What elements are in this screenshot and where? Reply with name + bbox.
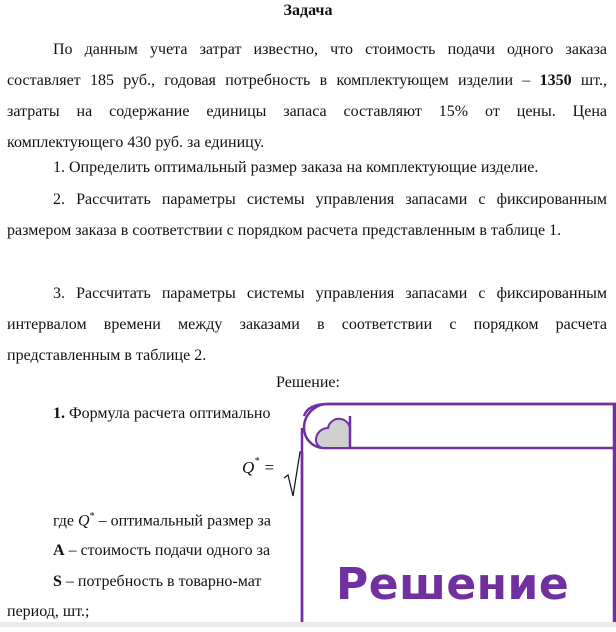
problem-text-tail: шт., затраты на содержание единицы запаса составляют 15% от цены. Цена комплектующего 430 руб. за единицу.: [7, 72, 607, 151]
scroll-banner-label: Решение: [336, 559, 570, 610]
where-line: [53, 511, 271, 530]
formula-star: *: [254, 456, 260, 468]
step-1-number: 1.: [53, 405, 65, 422]
where-prefix: где: [53, 512, 79, 530]
s-text: – потребность в товарно-мат: [61, 573, 262, 590]
a-definition: [53, 542, 270, 560]
where-text: – оптимальный размер за: [94, 512, 271, 530]
formula-q: Q: [242, 458, 255, 477]
where-star: *: [89, 511, 95, 522]
formula-equals: =: [259, 458, 276, 477]
period-line: период, шт.;: [7, 603, 90, 620]
step-1-line: [53, 405, 270, 423]
s-label: S: [53, 573, 62, 590]
task-item-2-text: 2. Рассчитать параметры системы управления запасами с фиксированным размером заказа в соответствии с порядком расчета представленным в таблице 1.: [7, 191, 607, 239]
task-item-3: [7, 278, 607, 371]
problem-statement: [7, 34, 607, 158]
task-item-1: [7, 152, 607, 183]
task-item-2: [7, 184, 607, 246]
where-q: Q: [78, 512, 90, 530]
task-item-1-text: 1. Определить оптимальный размер заказа на комплектующие изделие.: [53, 159, 539, 176]
step-1-text: Формула расчета оптимально: [65, 405, 271, 422]
task-item-3-text: 3. Рассчитать параметры системы управления запасами с фиксированным интервалом времени между заказами в соответствии с порядком расчета представленным в таблице 2.: [7, 285, 607, 364]
s-definition: [53, 573, 261, 591]
solution-scroll-banner: [298, 400, 616, 627]
task-title: Задача: [283, 2, 333, 19]
solution-heading: Решение:: [276, 374, 340, 391]
a-label: A: [53, 542, 65, 559]
demand-value: 1350: [539, 72, 572, 89]
bottom-edge: [0, 622, 616, 627]
a-text: – стоимость подачи одного за: [64, 542, 271, 559]
problem-text: По данным учета затрат известно, что стоимость подачи одного заказа составляет 185 руб., годовая потребность в комплектующем изделии –: [7, 41, 607, 89]
